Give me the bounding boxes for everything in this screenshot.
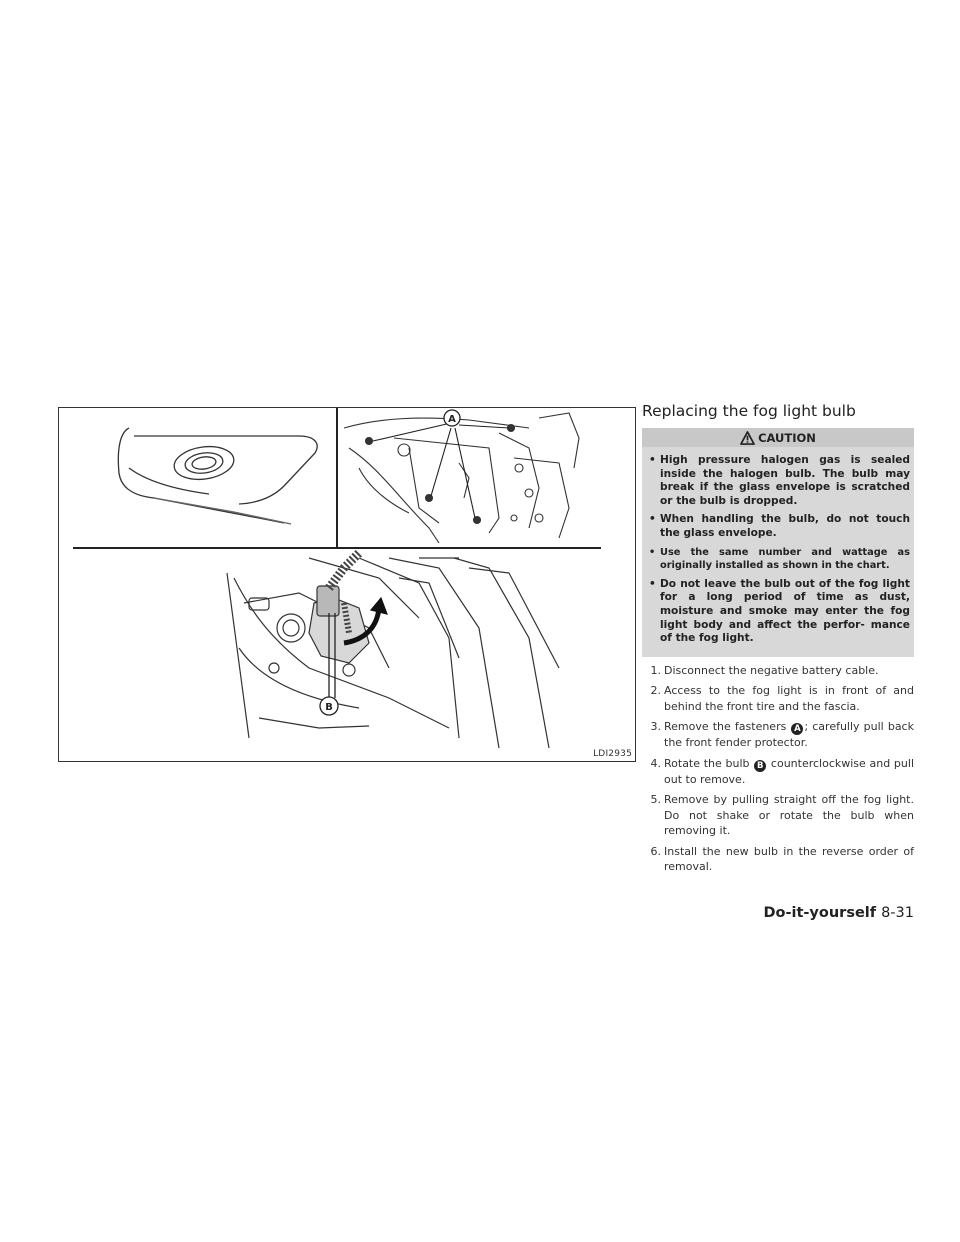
footer-section: Do-it-yourself [763,905,877,921]
fastener-icon [366,438,373,445]
step-text: Access to the fog light is in front of and behind the front tire and the fascia. [664,684,914,713]
caution-item: • Do not leave the bulb out of the fog light for a long period of time as dust, moisture and smoke may enter the fog light body and affect the perfor- mance of the fog light. [646,578,910,646]
caution-item: • Use the same number and wattage as originally installed as shown in the chart. [646,546,910,573]
page-footer [764,905,915,921]
callout-a-label: A [448,414,456,425]
step-number: 3. [650,720,661,734]
step-item [642,683,914,714]
step-item [642,719,914,751]
step-text: Install the new bulb in the reverse order of removal. [664,844,914,874]
caution-heading: CAUTION [758,430,816,445]
caution-header [642,428,914,447]
caution-list [642,447,914,646]
warning-icon [740,431,755,445]
step-number: 6. [650,844,661,858]
wheel-well-view [344,413,579,543]
step-text-pre: Remove the fasteners [664,720,787,734]
step-number: 4. [650,756,661,770]
callout-b-label: B [325,702,333,713]
step-text: Remove by pulling straight off the fog light. Do not shake or rotate the bulb when removing it. [664,793,914,838]
caution-item: • When handling the bulb, do not touch the glass envelope. [646,513,910,540]
bulb-socket-view [227,553,559,748]
caution-item: • High pressure halogen gas is sealed inside the halogen bulb. The bulb may break if the glass envelope is scratched or the bulb is dropped. [646,454,910,508]
step-item [642,792,914,839]
instructions-column [642,402,914,880]
step-item [642,663,914,679]
step-text-pre: Rotate the bulb [664,756,750,770]
step-number: 1. [650,663,661,677]
step-text-post: ; carefully pull back the front fender protector. [664,720,914,750]
page-number: 8-31 [881,905,914,921]
fog-light-diagram [59,408,637,763]
bumper-fog-light-view [118,428,317,524]
rotation-arrow-icon [371,598,387,614]
caution-box [642,428,914,657]
callout-a-inline-icon: A [791,723,803,735]
step-text: Disconnect the negative battery cable. [664,663,879,677]
section-title: Replacing the fog light bulb [642,402,856,420]
fog-light-illustration [58,407,636,762]
figure-code: LDI2935 [593,749,632,759]
step-number: 5. [650,793,661,807]
steps-list [642,663,914,875]
step-number: 2. [650,684,661,698]
callout-b-inline-icon: B [754,760,766,772]
step-item [642,844,914,875]
step-text-post: counterclockwise and pull out to remove. [664,756,914,786]
step-item [642,756,914,788]
